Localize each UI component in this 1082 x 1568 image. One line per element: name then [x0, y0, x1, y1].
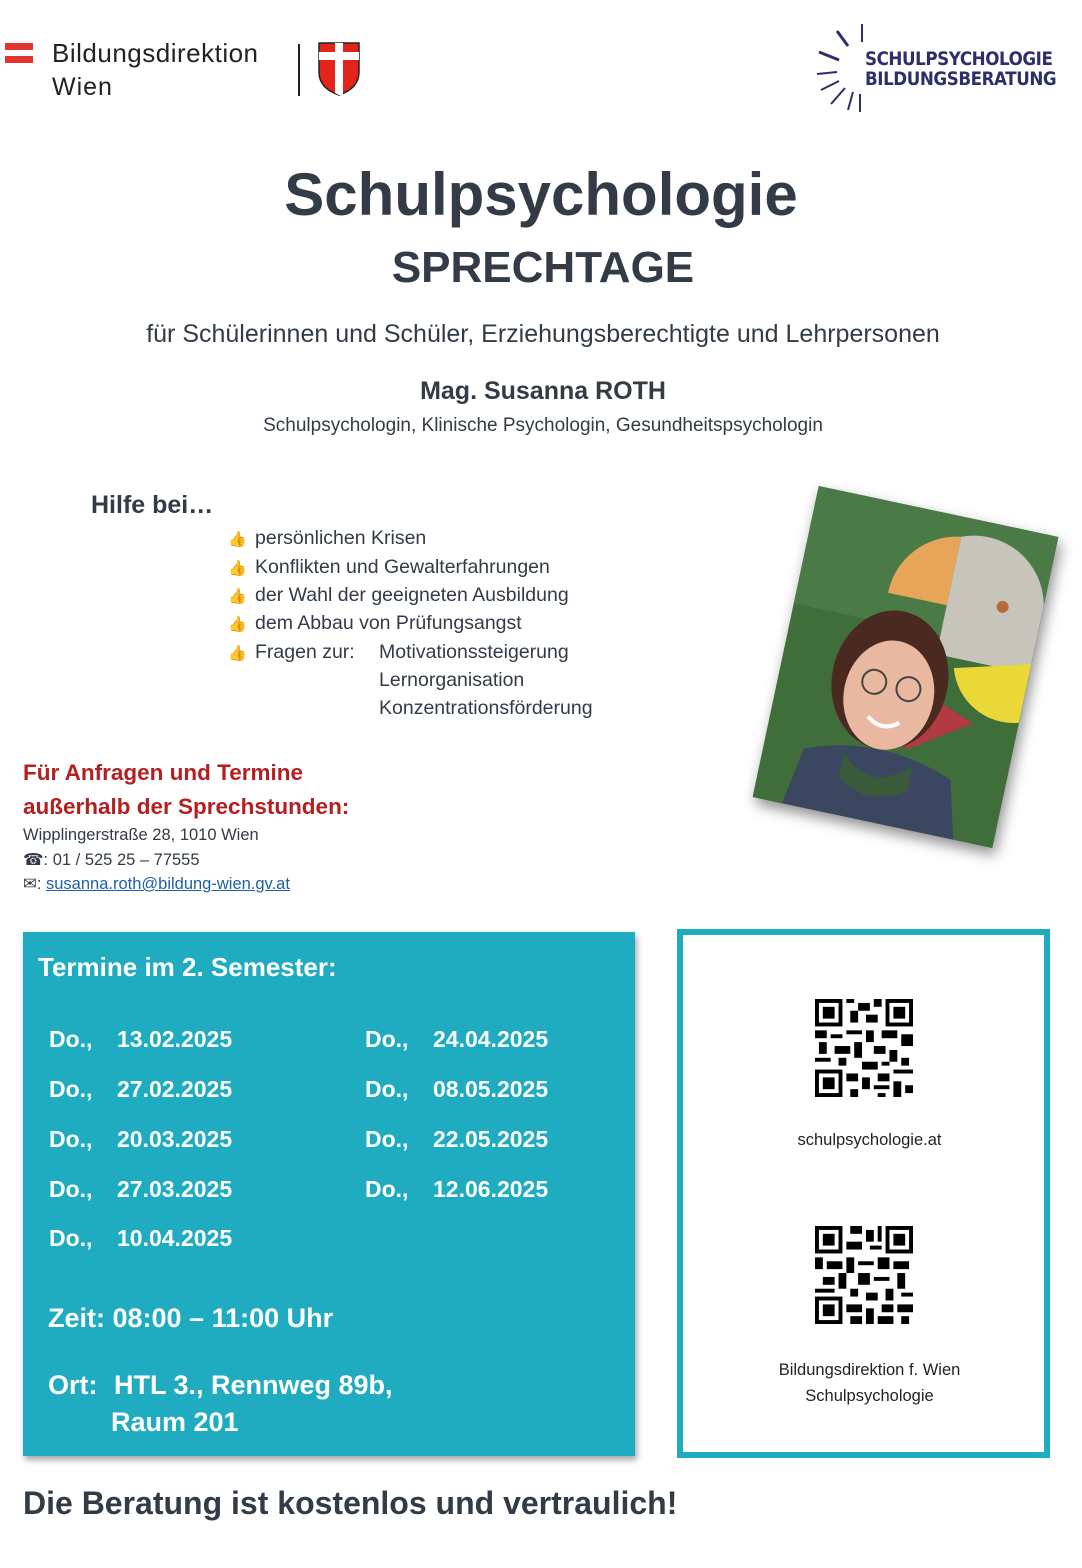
thumbs-up-icon: 👍 [228, 588, 247, 605]
audience-text: für Schülerinnen und Schüler, Erziehungsberechtigte und Lehrpersonen [146, 320, 940, 348]
qr-box [677, 929, 1050, 1458]
date-entry: Do., 08.05.2025 [365, 1076, 549, 1102]
qr-caption-line2: Schulpsychologie [805, 1387, 934, 1405]
dates-box [23, 932, 635, 1456]
qr-code-bildungsdirektion-icon[interactable] [815, 1226, 913, 1324]
date-entry: Do., 24.04.2025 [365, 1026, 549, 1052]
austria-flag-top-stripe [5, 43, 33, 50]
logo-divider [298, 44, 300, 96]
person-name: Mag. Susanna ROTH [420, 377, 666, 405]
contact-phone: ☎: 01 / 525 25 – 77555 [23, 851, 200, 869]
logo-text-bildungsberatung: BILDUNGSBERATUNG [865, 68, 1057, 90]
help-sub-item: Motivationssteigerung [379, 641, 569, 663]
logo-text-schulpsychologie: SCHULPSYCHOLOGIE [865, 48, 1053, 70]
time-info: Zeit: 08:00 – 11:00 Uhr [48, 1303, 334, 1333]
dates-heading: Termine im 2. Semester: [38, 952, 337, 982]
thumbs-up-icon: 👍 [228, 560, 247, 577]
contact-heading-line1: Für Anfragen und Termine [23, 760, 304, 785]
org-city: Wien [52, 73, 113, 101]
place-line2: Raum 201 [111, 1407, 239, 1437]
date-entry: Do., 10.04.2025 [49, 1225, 233, 1251]
date-entry: Do., 22.05.2025 [365, 1126, 549, 1152]
qr-code-schulpsychologie-icon[interactable] [815, 999, 913, 1097]
date-entry: Do., 27.03.2025 [49, 1176, 233, 1202]
qr-caption-line1: Bildungsdirektion f. Wien [778, 1361, 961, 1379]
vienna-shield-icon [318, 42, 360, 96]
austria-flag-bottom-stripe [5, 56, 33, 63]
portrait-photo [753, 486, 1059, 848]
place-label: Ort: [48, 1370, 98, 1400]
help-item: 👍 Konflikten und Gewalterfahrungen [228, 556, 550, 578]
date-entry: Do., 20.03.2025 [49, 1126, 233, 1152]
thumbs-up-icon: 👍 [228, 645, 247, 662]
contact-email-line [23, 874, 290, 894]
help-item: 👍 der Wahl der geeigneten Ausbildung [228, 584, 569, 606]
envelope-icon: ✉: [23, 875, 46, 893]
org-name: Bildungsdirektion [52, 38, 259, 68]
help-sub-item: Konzentrationsförderung [379, 697, 593, 719]
contact-address: Wipplingerstraße 28, 1010 Wien [23, 826, 259, 844]
help-heading: Hilfe bei… [91, 491, 214, 519]
contact-heading-line2: außerhalb der Sprechstunden: [23, 794, 350, 819]
help-item: 👍 persönlichen Krisen [228, 527, 427, 549]
footer-statement: Die Beratung ist kostenlos und vertraulich! [23, 1485, 678, 1521]
date-entry: Do., 27.02.2025 [49, 1076, 233, 1102]
email-link[interactable]: susanna.roth@bildung-wien.gv.at [46, 875, 290, 893]
portrait-illustration-icon [753, 486, 1059, 848]
date-entry: Do., 13.02.2025 [49, 1026, 233, 1052]
help-sub-item: Lernorganisation [379, 669, 525, 691]
help-item: 👍 dem Abbau von Prüfungsangst [228, 612, 522, 634]
help-item: 👍 Fragen zur: [228, 641, 355, 663]
thumbs-up-icon: 👍 [228, 531, 247, 548]
page-subtitle: SPRECHTAGE [391, 243, 695, 292]
qr-caption-website: schulpsychologie.at [797, 1131, 942, 1149]
person-role: Schulpsychologin, Klinische Psychologin, Gesundheitspsychologin [263, 415, 823, 436]
thumbs-up-icon: 👍 [228, 616, 247, 633]
date-entry: Do., 12.06.2025 [365, 1176, 549, 1202]
page-title: Schulpsychologie [284, 161, 798, 228]
place-line1: HTL 3., Rennweg 89b, [114, 1370, 393, 1400]
